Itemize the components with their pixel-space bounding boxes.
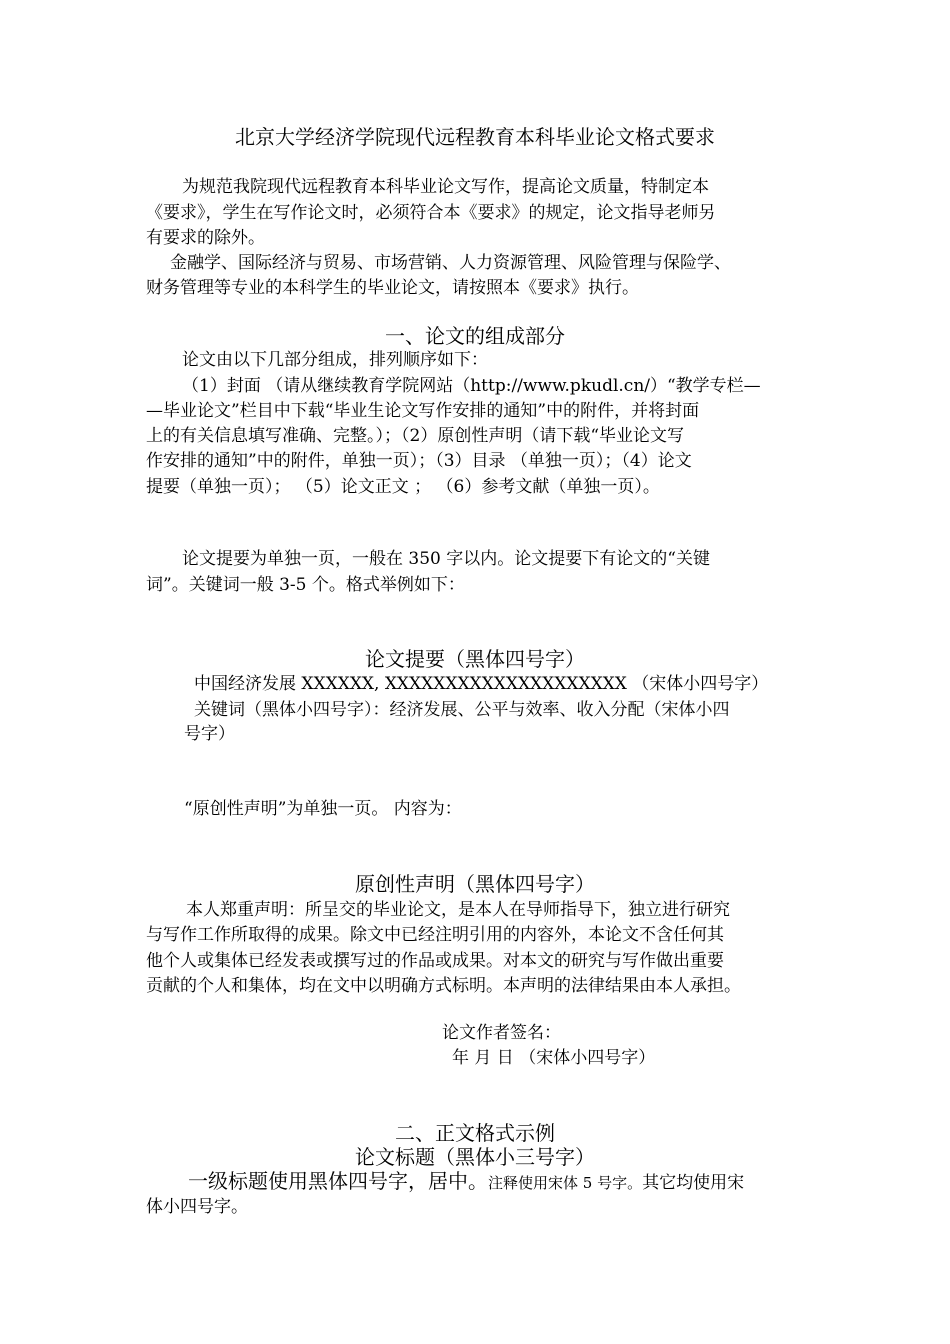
abstract-note-line-2: 词”。关键词一般 3-5 个。格式举例如下： <box>146 575 465 595</box>
intro-paragraph-1-line-1: 为规范我院现代远程教育本科毕业论文写作，提高论文质量，特制定本 <box>182 177 709 197</box>
section-2-subheading: 论文标题（黑体小三号字） <box>355 1145 595 1169</box>
section-1-lead: 论文由以下几部分组成，排列顺序如下： <box>182 350 488 370</box>
originality-heading: 原创性声明（黑体四号字） <box>355 872 595 896</box>
keywords-text: 经济发展、公平与效率、收入分配（宋体小四 <box>389 700 730 720</box>
abstract-example-body: 中国经济发展 XXXXXX, XXXXXXXXXXXXXXXXXXXX （宋体小四号字） <box>194 674 769 694</box>
abstract-example-heading: 论文提要（黑体四号字） <box>365 647 585 671</box>
keywords-label: 关键词（黑体小四号字）： <box>194 700 390 720</box>
signature-line: 论文作者签名： <box>442 1023 561 1043</box>
section-2-bold-text: 一级标题使用黑体四号字，居中。 <box>188 1169 488 1193</box>
section-1-item-line-2: —毕业论文”栏目中下载“毕业生论文写作安排的通知”中的附件，并将封面 <box>146 401 700 421</box>
originality-body-line-3: 他个人或集体已经发表或撰写过的作品或成果。对本文的研究与写作做出重要 <box>146 951 724 971</box>
section-1-item-line-4: 作安排的通知”中的附件，单独一页）；（3）目录 （单独一页）；（4）论文 <box>146 451 692 471</box>
intro-paragraph-2-line-2: 财务管理等专业的本科学生的毕业论文，请按照本《要求》执行。 <box>146 278 639 298</box>
abstract-note-line-1: 论文提要为单独一页，一般在 350 字以内。论文提要下有论文的“关键 <box>182 549 710 569</box>
originality-note: “原创性声明”为单独一页。 内容为： <box>184 799 462 819</box>
document-title: 北京大学经济学院现代远程教育本科毕业论文格式要求 <box>235 125 715 149</box>
intro-paragraph-2-line-1: 金融学、国际经济与贸易、市场营销、人力资源管理、风险管理与保险学、 <box>170 253 731 273</box>
section-1-item-line-3: 上的有关信息填写准确、完整。）；（2）原创性声明（请下载“毕业论文写 <box>146 426 685 446</box>
intro-paragraph-1-line-3: 有要求的除外。 <box>146 228 265 248</box>
section-2-rest-text: 其它均使用宋 <box>642 1173 745 1193</box>
intro-paragraph-1-line-2: 《要求》，学生在写作论文时，必须符合本《要求》的规定，论文指导老师另 <box>146 203 716 223</box>
section-2-heading: 二、正文格式示例 <box>395 1121 555 1145</box>
section-2-body-line-2: 体小四号字。 <box>146 1197 248 1217</box>
originality-body-line-2: 与写作工作所取得的成果。除文中已经注明引用的内容外，本论文不含任何其 <box>146 925 724 945</box>
originality-body-line-4: 贡献的个人和集体，均在文中以明确方式标明。本声明的法律结果由本人承担。 <box>146 976 741 996</box>
section-1-item-line-5: 提要（单独一页）； （5）论文正文 ； （6）参考文献（单独一页）。 <box>146 477 660 497</box>
section-1-item-line-1: （1）封面 （请从继续教育学院网站（http://www.pkudl.cn/）“教学专栏— <box>182 376 761 396</box>
section-1-heading: 一、论文的组成部分 <box>385 324 565 348</box>
originality-body-line-1: 本人郑重声明：所呈交的毕业论文，是本人在导师指导下，独立进行研究 <box>186 900 730 920</box>
abstract-example-keywords <box>194 699 730 721</box>
signature-date-line: 年 月 日 （宋体小四号字） <box>452 1048 656 1068</box>
section-2-small-text: 注释使用宋体 5 号字。 <box>488 1174 643 1192</box>
abstract-example-keywords-cont: 号字） <box>184 724 235 744</box>
section-2-body-line-1 <box>188 1170 744 1194</box>
